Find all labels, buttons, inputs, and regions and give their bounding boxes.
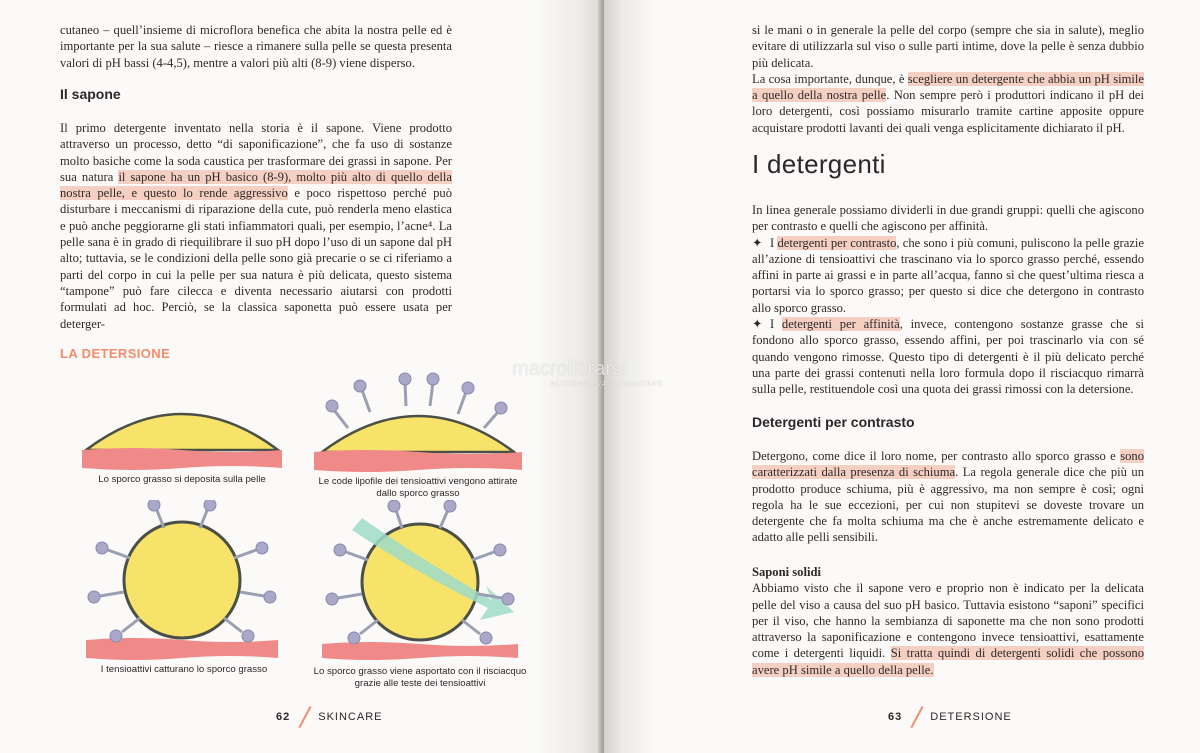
heading-saponi-solidi: Saponi solidi	[752, 565, 821, 579]
footer-right	[888, 707, 1012, 727]
illustration-surfactants-attracted	[308, 370, 528, 475]
bullet-part: , invece, contengono sostanze grasse che si fondono allo sporco grasso, essendo affini, per poi trascinarlo via con sé quando vengono rimosse. Questo tipo di detergenti è il più delicato perché una parte dei grassi contenuti nella loro formula dopo il risciacquo rimarrà sulla pelle, restituendole così una quota dei grassi rimossi con la detersione.	[752, 317, 1144, 397]
section-label-detersione: LA DETERSIONE	[60, 346, 171, 361]
saponi-part: Abbiamo visto che il sapone vero e proprio non è indicato per la delicata pelle del viso a causa del suo pH basico. Tuttavia esistono “saponi” specifici per il viso, che hanno la sembianza di saponette ma che non sono prodotti attraverso la saponificazione e contengono invece tensioattivi, esattamente come i detergenti liquidi.	[752, 581, 1144, 661]
highlight-contrasto: detergenti per contrasto	[777, 235, 897, 250]
sapone-text-part: e poco rispettoso perché può disturbare i meccanismi di riparazione della cute, può renderla meno elastica e può anche peggiorarne gli stati infiammatori quali, per esempio, l’acne⁴. La pelle sana è in grado di riequilibrare il suo pH dopo l’uso di un sapone dal pH alto; tuttavia, se le condizioni della pelle sono già precarie o se ci riferiamo a parti del corpo in cui la pelle per sua natura è più delicata, questo sistema “tampone” può fare cilecca e diventa necessario aiutarsi con prodotti formulati ad hoc. Perciò, se la classica saponetta può essere usata per deterger-	[60, 186, 453, 331]
highlight-sapone-ph: il sapone ha un pH basico (8-9), molto più alto di quello della nostra pelle, e questo lo rende aggressivo	[60, 169, 452, 201]
watermark	[512, 358, 664, 388]
dirt-dome	[322, 416, 514, 452]
heading-sapone-wrap	[60, 86, 452, 102]
contrasto-part: Detergono, come dice il loro nome, per contrasto allo sporco grasso e	[752, 449, 1121, 463]
leaf-bullet-icon: ✦	[752, 235, 763, 250]
sapone-text-part: Il primo detergente inventato nella storia è il sapone. Viene prodotto attraverso un processo, detto “di saponificazione”, che fa uso di sostanze molto basiche come la soda caustica per trasformare dei grassi in sapone. Per sua natura	[60, 121, 452, 184]
bullet-part: I	[770, 235, 778, 250]
ph-advice-part: . Non sempre però i produttori indicano il pH dei loro detergenti, così possiamo misurarlo tramite cartine apposite oppure acquistare prodotti lavanti dei quali venga esplicitamente dichiarato il pH.	[752, 88, 1144, 135]
highlight-affinita: detergenti per affinità	[781, 317, 900, 332]
surfactant-heads	[326, 373, 507, 414]
footer-left	[276, 707, 383, 727]
heading-detergenti: I detergenti	[752, 149, 886, 179]
bullet-affinita	[752, 316, 1144, 397]
ph-advice-text	[752, 71, 1144, 136]
saponi-text	[752, 580, 1144, 678]
illustration-surfactants-capture	[86, 500, 278, 660]
caption-3: I tensioattivi catturano lo sporco grasso	[100, 664, 268, 675]
bullet-part: , che sono i più comuni, puliscono la pelle grazie all’azione di tensioattivi che trascinano via lo sporco grasso perché, essendo affini in parte ai grassi e in parte all’acqua, fanno sì che quest’ultima riesca a portarsi via lo sporco grasso; per questo si dice che detergono in contrasto allo sporco grasso.	[752, 235, 1145, 315]
bullet-contrasto	[752, 235, 1144, 316]
illustration-dirt-rinsed	[322, 500, 518, 660]
illustration-dirt-on-skin	[82, 392, 282, 472]
sapone-text	[60, 120, 452, 332]
highlight-saponi-solidi: Si tratta quindi di detergenti solidi che possono avere pH simile a quello della pelle.	[752, 646, 1144, 677]
saponi-solidi-section	[752, 564, 1144, 678]
sapone-paragraph	[60, 120, 452, 332]
skin-layer	[322, 642, 518, 660]
contrasto-part: . La regola generale dice che più un prodotto produce schiuma, più è aggressivo, ma non sempre è così; ogni regola ha le sue eccezioni, per cui non stupitevi se doveste trovare un detergente che fa molta schiuma ma che è anche estremamente delicato e adatto alle pelli sensibili.	[752, 465, 1144, 545]
heading-detergenti-wrap	[752, 149, 1144, 179]
detergenti-intro: In linea generale possiamo dividerli in due grandi gruppi: quelli che agiscono per contrasto e quelli che agiscono per affinità.	[752, 203, 1144, 234]
watermark-tagline: ALTERNATIVA ALIMENTARE	[550, 381, 664, 388]
skin-layer	[314, 450, 522, 472]
caption-4: Lo sporco grasso viene asportato con il risciacquo grazie alle teste dei tensioattivi	[313, 666, 527, 689]
page-number-right: 63	[888, 711, 903, 723]
ph-advice-part: La cosa importante, dunque, è	[752, 71, 908, 86]
heading-sapone: Il sapone	[60, 86, 121, 102]
running-title-left: SKINCARE	[318, 711, 383, 723]
intro-text: cutaneo – quell’insieme di microflora benefica che abita la nostra pelle ed è importante per la sua salute – riesce a rimanere sulla pelle se questa presenta valori di pH bassi (4-4,5), mentre a valori più alti (8-9) viene disperso.	[60, 23, 452, 70]
footer-slash	[908, 707, 926, 727]
contrasto-text	[752, 448, 1144, 546]
running-title-right: DETERSIONE	[930, 711, 1012, 723]
continuation-text: si le mani o in generale la pelle del corpo (sempre che sia in salute), meglio evitare di utilizzarla sul viso o sulle parti intime, dove la pelle è senza dubbio più delicata.	[752, 23, 1144, 70]
caption-2: Le code lipofile dei tensioattivi vengono attirate dallo sporco grasso	[318, 476, 518, 499]
bullet-part: I	[770, 317, 782, 332]
intro-paragraph	[60, 22, 452, 71]
caption-1: Lo sporco grasso si deposita sulla pelle	[98, 474, 266, 485]
continuation-paragraph	[752, 22, 1144, 136]
contrasto-paragraph	[752, 448, 1144, 546]
watermark-brand: macrolibrarsi	[512, 358, 627, 380]
page-number-left: 62	[276, 711, 291, 723]
leaf-bullet-icon: ✦	[752, 317, 763, 332]
footer-slash	[296, 707, 314, 727]
detergenti-section	[752, 202, 1144, 398]
highlight-schiuma: sono caratterizzati dalla presenza di schiuma	[752, 449, 1144, 480]
highlight-choose-ph: scegliere un detergente che abbia un pH simile a quello della nostra pelle	[752, 71, 1144, 103]
dirt-dome	[86, 414, 278, 450]
heading-contrasto-wrap	[752, 414, 1144, 430]
heading-contrasto: Detergenti per contrasto	[752, 414, 915, 430]
right-page	[604, 0, 1200, 753]
skin-layer	[82, 448, 282, 470]
dirt-ball	[124, 522, 240, 638]
